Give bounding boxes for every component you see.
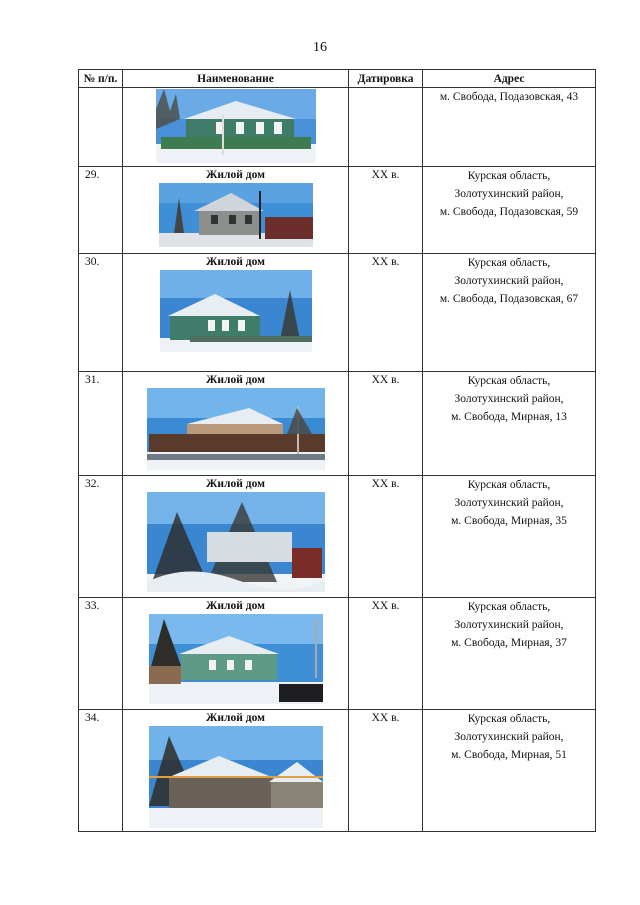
table-row xyxy=(79,372,596,476)
address-region: Курская область, xyxy=(467,257,551,269)
heritage-objects-table xyxy=(78,69,596,832)
cell-num xyxy=(79,88,123,167)
cell-name xyxy=(123,167,349,254)
address-district: Золотухинский район, xyxy=(454,188,564,200)
cell-name xyxy=(123,598,349,710)
cell-date: XX в. xyxy=(349,476,423,598)
table-header-row xyxy=(79,70,596,88)
object-type: Жилой дом xyxy=(206,256,265,268)
table-row xyxy=(79,598,596,710)
address-district: Золотухинский район, xyxy=(454,497,564,509)
cell-address xyxy=(423,167,596,254)
object-type: Жилой дом xyxy=(206,169,265,181)
address-district: Золотухинский район, xyxy=(454,275,564,287)
page-number: 16 xyxy=(313,40,327,55)
cell-name xyxy=(123,372,349,476)
house-photo xyxy=(149,614,323,704)
house-photo xyxy=(147,492,325,592)
cell-date: XX в. xyxy=(349,167,423,254)
address-region: Курская область, xyxy=(467,170,551,182)
table-row xyxy=(79,476,596,598)
cell-name xyxy=(123,254,349,372)
house-photo xyxy=(149,726,323,828)
table-row xyxy=(79,254,596,372)
address-region: Курская область, xyxy=(467,375,551,387)
cell-date xyxy=(349,88,423,167)
cell-name xyxy=(123,88,349,167)
table-row xyxy=(79,167,596,254)
cell-address xyxy=(423,710,596,832)
address-street: м. Свобода, Подазовская, 43 xyxy=(439,91,579,103)
table-row xyxy=(79,710,596,832)
cell-address xyxy=(423,372,596,476)
house-photo xyxy=(147,388,325,470)
address-district: Золотухинский район, xyxy=(454,619,564,631)
address-street: м. Свобода, Мирная, 35 xyxy=(451,515,567,527)
address-street: м. Свобода, Мирная, 13 xyxy=(451,411,567,423)
cell-address xyxy=(423,254,596,372)
cell-address xyxy=(423,88,596,167)
address-district: Золотухинский район, xyxy=(454,393,564,405)
house-photo xyxy=(160,270,312,352)
house-photo xyxy=(159,183,313,247)
object-type: Жилой дом xyxy=(206,600,265,612)
cell-date: XX в. xyxy=(349,254,423,372)
address-region: Курская область, xyxy=(467,713,551,725)
house-photo xyxy=(156,89,316,163)
header-date: Датировка xyxy=(349,70,423,88)
cell-address xyxy=(423,598,596,710)
cell-name xyxy=(123,710,349,832)
cell-name xyxy=(123,476,349,598)
cell-date: XX в. xyxy=(349,372,423,476)
object-type: Жилой дом xyxy=(206,374,265,386)
cell-num: 32. xyxy=(79,476,123,598)
object-type: Жилой дом xyxy=(206,712,265,724)
cell-address xyxy=(423,476,596,598)
object-type: Жилой дом xyxy=(206,478,265,490)
table-row-continuation xyxy=(79,88,596,167)
header-name: Наименование xyxy=(123,70,349,88)
address-district: Золотухинский район, xyxy=(454,731,564,743)
cell-num: 33. xyxy=(79,598,123,710)
address-street: м. Свобода, Подазовская, 67 xyxy=(439,293,579,305)
address-street: м. Свобода, Мирная, 37 xyxy=(451,637,567,649)
address-region: Курская область, xyxy=(467,479,551,491)
cell-date: XX в. xyxy=(349,710,423,832)
cell-num: 31. xyxy=(79,372,123,476)
header-address: Адрес xyxy=(423,70,596,88)
address-street: м. Свобода, Подазовская, 59 xyxy=(439,206,579,218)
cell-num: 34. xyxy=(79,710,123,832)
cell-num: 30. xyxy=(79,254,123,372)
cell-date: XX в. xyxy=(349,598,423,710)
address-street: м. Свобода, Мирная, 51 xyxy=(451,749,567,761)
cell-num: 29. xyxy=(79,167,123,254)
address-region: Курская область, xyxy=(467,601,551,613)
header-num: № п/п. xyxy=(79,70,123,88)
